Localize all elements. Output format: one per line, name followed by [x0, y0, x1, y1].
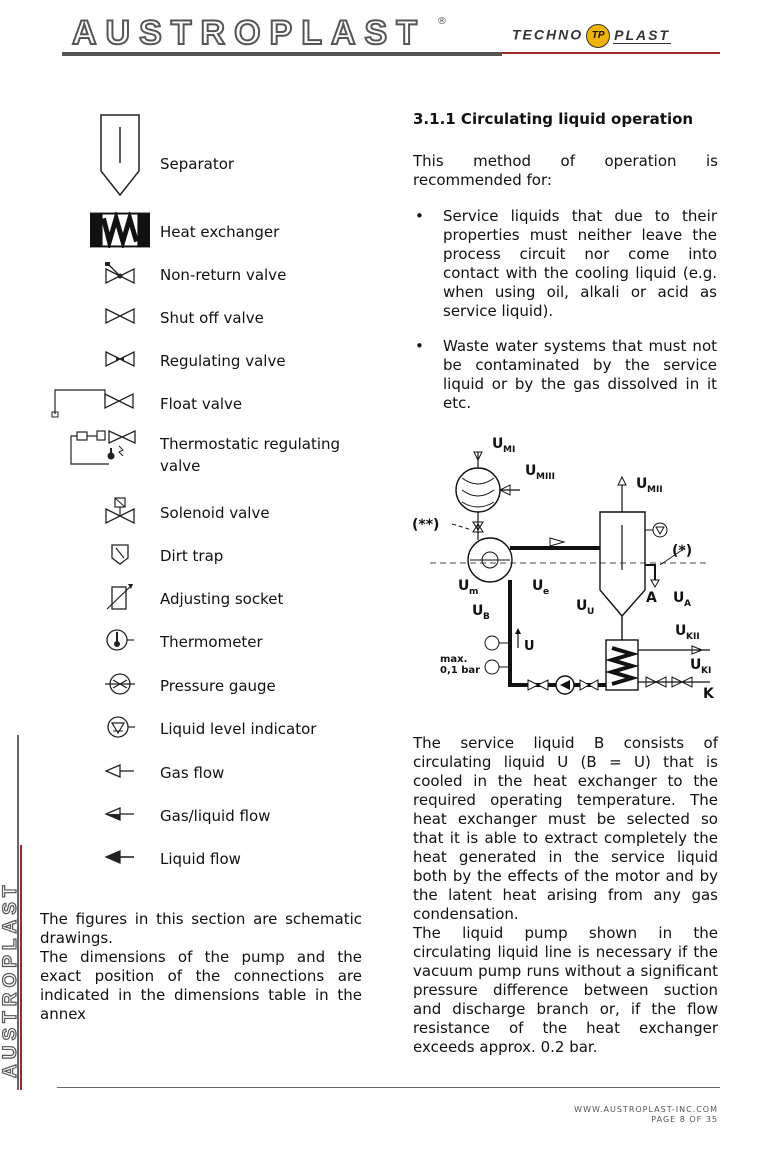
- bullet-icon: •: [415, 337, 424, 355]
- label-umii: U: [636, 476, 648, 492]
- label-um-sub: m: [469, 587, 479, 597]
- legend-row: [40, 113, 370, 198]
- label-bar: 0,1 bar: [440, 665, 481, 676]
- section-heading: 3.1.1 Circulating liquid operation: [413, 110, 694, 128]
- legend-row: [40, 707, 370, 747]
- legend-row: [40, 296, 370, 336]
- label-umi: U: [492, 436, 504, 452]
- label-double-star: (**): [412, 517, 440, 533]
- gas-liquid-flow-icon: [90, 794, 150, 834]
- adjusting-socket-icon: [90, 577, 150, 617]
- label-ue-sub: e: [543, 587, 550, 597]
- austroplast-logo: AUSTROPLAST: [72, 14, 426, 52]
- legend-row: [40, 664, 370, 704]
- legend-row: [40, 425, 370, 475]
- legend-label: Pressure gauge: [160, 677, 276, 695]
- legend-row: [40, 382, 370, 422]
- page-number: PAGE 8 OF 35: [651, 1115, 718, 1124]
- label-star: (*): [672, 543, 693, 559]
- brand-right: PLAST: [614, 26, 671, 43]
- label-um: U: [458, 578, 470, 594]
- bullet-text: Waste water systems that must not be contaminated by the service liquid or by the gas dissolved in it etc.: [443, 337, 717, 412]
- thermometer-icon: [90, 620, 150, 660]
- technoplast-logo: [512, 24, 671, 48]
- note-paragraph: The figures in this section are schematic drawings.: [40, 910, 362, 947]
- label-ua-sub: A: [684, 599, 691, 609]
- bullet-text: Service liquids that due to their properties must neither leave the process circuit nor come into contact with the cooling liquid (e.g. when using oil, alkali or acid as service liquid).: [443, 207, 717, 320]
- level-indicator-icon: [90, 707, 150, 747]
- note-paragraph: The dimensions of the pump and the exact position of the connections are indicated in the dimensions table in the annex: [40, 948, 362, 1023]
- legend-label: Non-return valve: [160, 266, 287, 284]
- label-max: max.: [440, 654, 468, 665]
- figures-note: [40, 910, 362, 1024]
- intro-paragraph: This method of operation is recommended for:: [413, 152, 718, 189]
- label-uu-sub: U: [587, 607, 595, 617]
- legend-label: Heat exchanger: [160, 223, 280, 241]
- header-rule: [62, 52, 720, 57]
- legend-row: [40, 534, 370, 574]
- page-header: [0, 0, 768, 70]
- body-paragraph: The liquid pump shown in the circulating liquid line is necessary if the vacuum pump runs without a significant pressure difference between suction and discharge branch or, if the flow resistance of the heat exchanger exceeds approx. 0.2 bar.: [413, 924, 718, 1056]
- bullet-icon: •: [415, 207, 424, 225]
- label-u: U: [524, 639, 535, 654]
- heat-exchanger-icon: [90, 210, 150, 250]
- gas-flow-icon: [90, 751, 150, 791]
- label-ua: U: [673, 590, 685, 606]
- label-ue: U: [532, 578, 544, 594]
- legend-label: Adjusting socket: [160, 590, 284, 608]
- legend-label: Liquid flow: [160, 850, 241, 868]
- label-a: A: [646, 590, 657, 606]
- legend-label: Regulating valve: [160, 352, 286, 370]
- legend-label: Float valve: [160, 395, 243, 413]
- regulating-valve-icon: [90, 339, 150, 379]
- pressure-gauge-icon: [90, 664, 150, 704]
- legend-row: [40, 751, 370, 791]
- page-footer: [574, 1105, 718, 1125]
- legend-label: Gas flow: [160, 764, 225, 782]
- side-logo: AUSTROPLAST: [0, 880, 21, 1078]
- label-k: K: [703, 686, 714, 702]
- legend-row: [40, 577, 370, 617]
- non-return-valve-icon: [90, 253, 150, 293]
- legend-row: [40, 837, 370, 877]
- label-umii-sub: MII: [647, 485, 663, 495]
- legend-label: Dirt trap: [160, 547, 224, 565]
- label-uki: U: [690, 657, 702, 673]
- legend-label: Gas/liquid flow: [160, 807, 271, 825]
- legend-label: Solenoid valve: [160, 504, 270, 522]
- label-ukii-sub: KII: [686, 632, 700, 642]
- label-ukii: U: [675, 623, 687, 639]
- body-paragraph: The service liquid B consists of circulating liquid U (B = U) that is cooled in the heat exchanger to the required operating temperature. The heat exchanger must be selected so that it is able to extract completely the heat generated in the service liquid both by the effects of the motor and by the latent heat arising from any gas condensation.: [413, 734, 718, 923]
- brand-left: TECHNO: [512, 26, 584, 43]
- float-valve-icon: [50, 382, 150, 422]
- label-umiii: U: [525, 463, 537, 479]
- legend-label: Thermometer: [160, 633, 263, 651]
- label-ub-sub: B: [483, 612, 490, 622]
- legend-row: [40, 491, 370, 531]
- registered-mark: ®: [437, 16, 447, 27]
- thermostatic-valve-icon: [55, 425, 150, 475]
- legend-label: Liquid level indicator: [160, 720, 317, 738]
- legend-label: Shut off valve: [160, 309, 264, 327]
- label-uu: U: [576, 598, 588, 614]
- liquid-flow-icon: [90, 837, 150, 877]
- legend-label: Separator: [160, 155, 235, 173]
- legend-row: [40, 210, 370, 250]
- label-umi-sub: MI: [503, 445, 516, 455]
- footer-rule: [57, 1087, 720, 1088]
- solenoid-valve-icon: [90, 491, 150, 531]
- legend-row: [40, 620, 370, 660]
- shut-off-valve-icon: [90, 296, 150, 336]
- legend-label: Thermostatic regulating valve: [160, 435, 341, 475]
- label-umiii-sub: MIII: [536, 472, 556, 482]
- dirt-trap-icon: [90, 534, 150, 574]
- label-ub: U: [472, 603, 484, 619]
- legend-row: [40, 339, 370, 379]
- separator-icon: [90, 113, 150, 198]
- tp-badge: TP: [586, 24, 610, 48]
- circulating-liquid-diagram: [410, 430, 720, 705]
- legend-row: [40, 253, 370, 293]
- label-uki-sub: KI: [701, 666, 712, 676]
- body-text: [413, 734, 718, 1057]
- legend-row: [40, 794, 370, 834]
- footer-url: WWW.AUSTROPLAST-INC.COM: [574, 1105, 718, 1114]
